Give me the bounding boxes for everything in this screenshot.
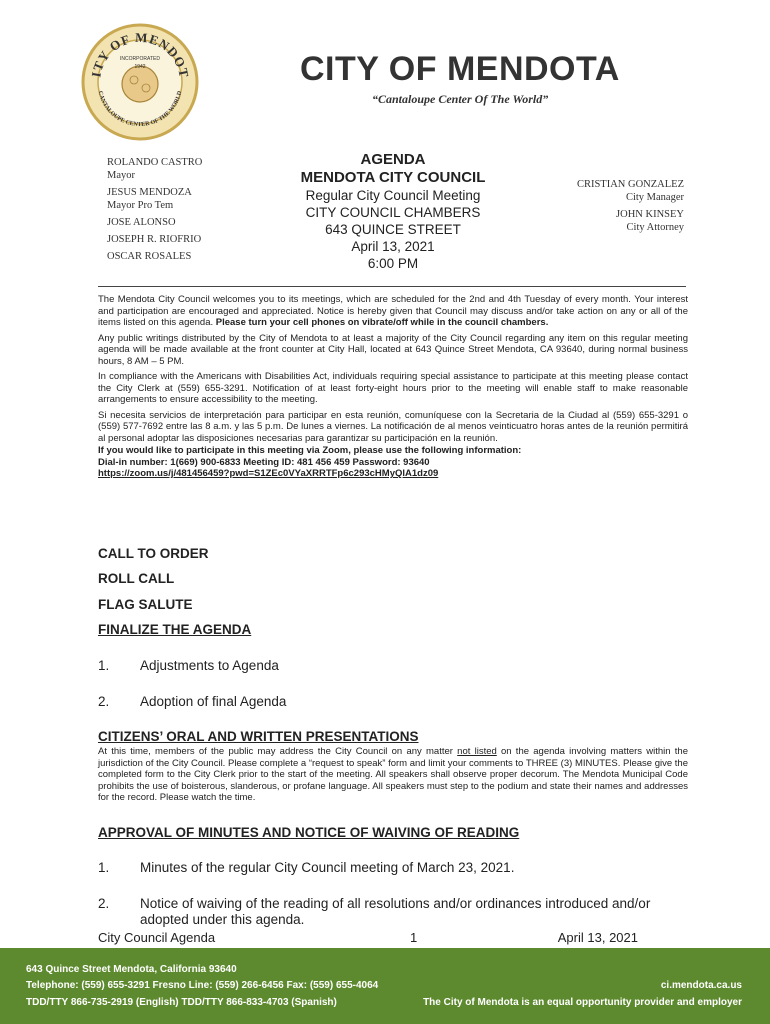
- seal-graphic: [80, 22, 200, 142]
- member-role: Mayor Pro Tem: [107, 200, 174, 211]
- member-name: JESUS MENDOZA: [107, 187, 192, 198]
- zoom-dial-in: Dial-in number: 1(669) 900-6833 Meeting ID: 481 456 459 Password: 93640: [98, 456, 430, 468]
- seal-year: 1942: [134, 64, 146, 70]
- item-text: Adjustments to Agenda: [140, 658, 279, 673]
- welcome-paragraph: [98, 294, 688, 329]
- call-to-order-heading: CALL TO ORDER: [98, 546, 209, 561]
- citizens-text-b: on the agenda involving matters within the jurisdiction of the City Council. Please complete a “request to speak” form and limit your comments to THREE (3) MINUTES. Please give the completed form to the City Clerk prior to the start of the meeting. All speakers shall observe proper decorum. The Mendota Municipal Code prohibits the use of boisterous, slanderous, or profane language. All speakers must step to the podium and state their names and addresses for the record. Please watch the time.: [98, 746, 689, 803]
- item-text: Notice of waiving of the reading of all resolutions and/or ordinances introduced and/or adopted under this agenda.: [140, 896, 651, 927]
- list-item: [98, 896, 688, 928]
- seal-bottom-text: CANTALOUPE CENTER OF THE WORLD: [96, 90, 184, 129]
- page-number: 1: [410, 930, 418, 945]
- contact-band: [0, 948, 770, 1024]
- band-website[interactable]: ci.mendota.ca.us: [660, 980, 742, 991]
- staff-member: [577, 208, 684, 234]
- item-number: 2.: [98, 896, 110, 911]
- agenda-body: MENDOTA CITY COUNCIL: [300, 169, 486, 186]
- item-text: Minutes of the regular City Council meeting of March 23, 2021.: [140, 860, 515, 875]
- band-tdd: TDD/TTY 866-735-2919 (English) TDD/TTY 866-833-4703 (Spanish): [26, 997, 337, 1008]
- list-item: [98, 658, 279, 673]
- footer-doc-title: City Council Agenda: [98, 930, 216, 945]
- minutes-heading: APPROVAL OF MINUTES AND NOTICE OF WAIVING OF READING: [98, 825, 520, 840]
- member-name: JOSE ALONSO: [107, 217, 176, 228]
- public-writings-paragraph: Any public writings distributed by the City of Mendota to at least a majority of the City Council regarding any item on this regular meeting agenda will be made available at the front counter at City Hall, located at 643 Quince Street Mendota, CA 93640, during normal business hours, 8 AM – 5 PM.: [98, 332, 688, 367]
- agenda-header: [280, 151, 506, 272]
- footer-date: April 13, 2021: [557, 930, 638, 945]
- spanish-paragraph: Si necesita servicios de interpretación para participar en esta reunión, comuníquese con la Secretaria de la Ciudad al (559) 655-3291 o (559) 577-7692 entre las 8 a.m. y las 5 p.m. De lunes a viernes. La notificación de al menos veinticuatro horas antes de la reunión permitirá al personal adoptar las disposiciones necesarias para garantizar su participación en la reunión.: [98, 409, 688, 444]
- city-title: CITY OF MENDOTA: [300, 50, 620, 88]
- staff-role: City Attorney: [626, 222, 684, 233]
- member-name: JOSEPH R. RIOFRIO: [107, 234, 202, 245]
- list-item: [98, 860, 688, 876]
- welcome-text: The Mendota City Council welcomes you to its meetings, which are scheduled for the 2nd and 4th Tuesday of every month. Your interest and participation are encouraged and appreciated. Notice is hereby given that Council may discuss and/or take action on any or all of the items listed on this agenda.: [98, 294, 688, 328]
- band-phones: Telephone: (559) 655-3291 Fresno Line: (559) 266-6456 Fax: (559) 655-4064: [26, 980, 379, 991]
- cell-phone-notice: Please turn your cell phones on vibrate/off while in the council chambers.: [215, 317, 549, 328]
- roll-call-heading: ROLL CALL: [98, 571, 175, 586]
- seal-top-text: ITY OF MENDOT: [88, 29, 192, 79]
- flag-salute-heading: FLAG SALUTE: [98, 597, 193, 612]
- city-seal: [80, 22, 200, 142]
- item-number: 1.: [98, 658, 110, 673]
- band-address: 643 Quince Street Mendota, California 93640: [26, 964, 237, 975]
- page-footer: [98, 930, 638, 945]
- staff-name: CRISTIAN GONZALEZ: [576, 179, 684, 190]
- agenda-title: AGENDA: [360, 151, 426, 168]
- item-number: 2.: [98, 694, 110, 709]
- item-text: Adoption of final Agenda: [140, 694, 287, 709]
- item-number: 1.: [98, 860, 110, 875]
- council-member: [107, 233, 202, 246]
- agenda-meeting: Regular City Council Meeting: [305, 188, 481, 203]
- divider: [98, 286, 686, 287]
- council-members: [107, 156, 202, 267]
- citizens-paragraph: [98, 746, 688, 804]
- agenda-address: 643 QUINCE STREET: [325, 222, 461, 237]
- zoom-intro: If you would like to participate in this meeting via Zoom, please use the following information:: [98, 445, 522, 456]
- intro-notice: [98, 294, 688, 480]
- band-equal-opportunity: The City of Mendota is an equal opportunity provider and employer: [423, 997, 742, 1008]
- council-member: [107, 250, 202, 263]
- staff-name: JOHN KINSEY: [616, 209, 684, 220]
- agenda-time: 6:00 PM: [367, 256, 419, 271]
- citizens-text-a: At this time, members of the public may address the City Council on any matter: [98, 746, 458, 757]
- citizens-not-listed: not listed: [457, 746, 497, 757]
- agenda-venue: CITY COUNCIL CHAMBERS: [305, 205, 481, 220]
- staff-member: [577, 178, 684, 204]
- zoom-link[interactable]: https://zoom.us/j/481456459?pwd=S1ZEc0VYaXRRTFp6c293cHMyQlA1dz09: [98, 468, 439, 479]
- finalize-agenda-heading: FINALIZE THE AGENDA: [98, 622, 252, 637]
- member-name: OSCAR ROSALES: [107, 251, 192, 262]
- council-member: [107, 186, 202, 212]
- member-name: ROLANDO CASTRO: [107, 157, 203, 168]
- member-role: Mayor: [107, 170, 135, 181]
- council-member: [107, 156, 202, 182]
- agenda-date: April 13, 2021: [351, 239, 435, 254]
- staff-role: City Manager: [625, 192, 684, 203]
- council-member: [107, 216, 202, 229]
- ada-paragraph: In compliance with the Americans with Disabilities Act, individuals requiring special assistance to participate at this meeting please contact the City Clerk at (559) 655-3291. Notification of at least forty-eight hours prior to the meeting will enable staff to make reasonable arrangements to ensure accessibility to the meeting.: [98, 371, 688, 405]
- city-tagline: “Cantaloupe Center Of The World”: [372, 92, 549, 106]
- city-staff: [577, 178, 684, 238]
- seal-incorporated: INCORPORATED: [120, 56, 160, 62]
- citizens-heading: CITIZENS’ ORAL AND WRITTEN PRESENTATIONS: [98, 729, 419, 744]
- list-item: [98, 694, 286, 709]
